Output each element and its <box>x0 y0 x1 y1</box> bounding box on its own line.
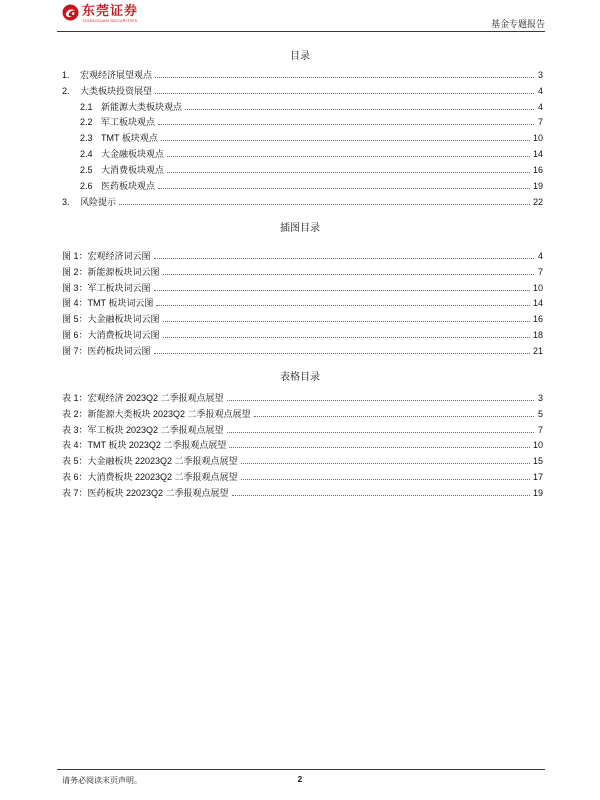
toc-subentry[interactable] <box>62 160 543 176</box>
figure-entry-page: 18 <box>532 330 543 341</box>
figure-entry-page: 16 <box>532 314 543 325</box>
toc-entry-page: 10 <box>532 133 543 144</box>
toc-entry-number: 2.1 <box>80 101 93 112</box>
dot-leader <box>232 494 530 496</box>
dot-leader <box>163 273 534 275</box>
table-entry-page: 7 <box>537 424 543 435</box>
toc-entry-number: 2. <box>62 85 70 96</box>
table-entry[interactable] <box>62 436 543 452</box>
toc-entry-label: 医药板块观点 <box>101 180 156 191</box>
logo-subtitle: DONGGUAN SECURITIES <box>83 18 138 23</box>
table-entry-label: 表 2：新能源大类板块 2023Q2 二季报观点展望 <box>62 408 251 419</box>
table-entry-label: 表 7：医药板块 22023Q2 二季报观点展望 <box>62 487 229 498</box>
table-entry-page: 15 <box>532 456 543 467</box>
toc-entry-number: 2.5 <box>80 164 93 175</box>
figure-entry-page: 7 <box>537 266 543 277</box>
toc-entry-page: 16 <box>532 164 543 175</box>
figure-entry-label: 图 7：医药板块词云图 <box>62 345 151 356</box>
figure-entry[interactable] <box>62 278 543 294</box>
toc-entry-label: 大消费板块观点 <box>101 164 165 175</box>
dot-leader <box>161 139 530 141</box>
toc-entry-page: 4 <box>537 85 543 96</box>
toc-entry[interactable] <box>62 192 543 208</box>
toc-entry-label: 大类板块投资展望 <box>80 85 153 96</box>
dot-leader <box>167 155 530 157</box>
table-entry-label: 表 6：大消费板块 22023Q2 二季报观点展望 <box>62 472 238 483</box>
dot-leader <box>156 304 530 306</box>
figure-entry-page: 14 <box>532 298 543 309</box>
toc-entry-page: 4 <box>537 101 543 112</box>
table-entry[interactable] <box>62 467 543 483</box>
dot-leader <box>154 289 530 291</box>
dot-leader <box>167 171 530 173</box>
page-number: 2 <box>297 775 303 784</box>
dot-leader <box>185 108 534 110</box>
dongguan-securities-logo-icon <box>62 4 79 21</box>
figure-entry[interactable] <box>62 294 543 310</box>
tables-title: 表格目录 <box>280 372 320 383</box>
toc-entry-number: 2.6 <box>80 180 93 191</box>
toc-list <box>62 65 543 208</box>
toc-entry-label: 宏观经济展望观点 <box>80 69 153 80</box>
table-entry-page: 5 <box>537 408 543 419</box>
dot-leader <box>227 431 534 433</box>
figure-entry-label: 图 5：大金融板块词云图 <box>62 314 160 325</box>
table-entry-label: 表 1：宏观经济 2023Q2 二季报观点展望 <box>62 392 224 403</box>
dot-leader <box>158 123 534 125</box>
figure-entry-page: 10 <box>532 282 543 293</box>
toc-subentry[interactable] <box>62 144 543 160</box>
figure-entry[interactable] <box>62 246 543 262</box>
dot-leader <box>229 446 530 448</box>
toc-entry-number: 2.2 <box>80 117 93 128</box>
figure-entry-label: 图 2：新能源板块词云图 <box>62 266 160 277</box>
figure-entry[interactable] <box>62 309 543 325</box>
toc-subentry[interactable] <box>62 128 543 144</box>
toc-entry-page: 14 <box>532 149 543 160</box>
toc-title: 目录 <box>290 51 310 62</box>
toc-entry-label: 军工板块观点 <box>101 117 156 128</box>
dot-leader <box>241 478 530 480</box>
dot-leader <box>154 352 530 354</box>
toc-entry-number: 2.3 <box>80 133 93 144</box>
figure-entry-label: 图 1：宏观经济词云图 <box>62 250 151 261</box>
toc-entry-label: 风险提示 <box>80 196 117 207</box>
figure-entry-label: 图 6：大消费板块词云图 <box>62 330 160 341</box>
table-entry[interactable] <box>62 483 543 499</box>
toc-entry-label: 大金融板块观点 <box>101 149 165 160</box>
figure-entry-page: 4 <box>537 250 543 261</box>
toc-subentry[interactable] <box>62 176 543 192</box>
logo-name: 东莞证券 <box>82 3 139 18</box>
toc-entry[interactable] <box>62 65 543 81</box>
dot-leader <box>254 415 534 417</box>
footer-disclaimer: 请务必阅读末页声明。 <box>62 776 142 785</box>
toc-entry-number: 1. <box>62 69 70 80</box>
table-entry-label: 表 5：大金融板块 22023Q2 二季报观点展望 <box>62 456 238 467</box>
figure-entry-label: 图 3：军工板块词云图 <box>62 282 151 293</box>
dot-leader <box>163 320 530 322</box>
footer-divider <box>57 769 545 770</box>
figures-list <box>62 246 543 357</box>
table-entry-page: 3 <box>537 392 543 403</box>
dot-leader <box>227 399 534 401</box>
table-entry[interactable] <box>62 388 543 404</box>
toc-subentry[interactable] <box>62 113 543 129</box>
toc-entry-page: 7 <box>537 117 543 128</box>
toc-entry-page: 19 <box>532 180 543 191</box>
header-divider <box>57 31 545 32</box>
table-entry[interactable] <box>62 420 543 436</box>
dot-leader <box>163 336 530 338</box>
toc-entry-label: 新能源大类板块观点 <box>101 101 183 112</box>
dot-leader <box>155 76 534 78</box>
toc-entry-page: 22 <box>532 196 543 207</box>
report-type: 基金专题报告 <box>490 19 545 29</box>
table-entry-page: 17 <box>532 472 543 483</box>
figure-entry[interactable] <box>62 262 543 278</box>
toc-entry-number: 3. <box>62 196 70 207</box>
dot-leader <box>158 187 530 189</box>
table-entry-label: 表 3：军工板块 2023Q2 二季报观点展望 <box>62 424 224 435</box>
figure-entry[interactable] <box>62 325 543 341</box>
dot-leader <box>154 257 534 259</box>
company-logo <box>62 3 152 25</box>
table-entry-label: 表 4：TMT 板块 2023Q2 二季报观点展望 <box>62 440 227 451</box>
figure-entry-page: 21 <box>532 345 543 356</box>
table-entry[interactable] <box>62 404 543 420</box>
table-entry-page: 19 <box>532 487 543 498</box>
toc-entry-page: 3 <box>537 69 543 80</box>
table-entry[interactable] <box>62 451 543 467</box>
figures-title: 插图目录 <box>280 223 320 234</box>
figure-entry-label: 图 4：TMT 板块词云图 <box>62 298 154 309</box>
toc-entry[interactable] <box>62 81 543 97</box>
toc-entry-number: 2.4 <box>80 149 93 160</box>
dot-leader <box>241 462 530 464</box>
tables-list <box>62 388 543 499</box>
figure-entry[interactable] <box>62 341 543 357</box>
toc-subentry[interactable] <box>62 97 543 113</box>
dot-leader <box>155 92 534 94</box>
toc-entry-label: TMT 板块观点 <box>101 133 158 144</box>
dot-leader <box>119 203 530 205</box>
table-entry-page: 10 <box>532 440 543 451</box>
